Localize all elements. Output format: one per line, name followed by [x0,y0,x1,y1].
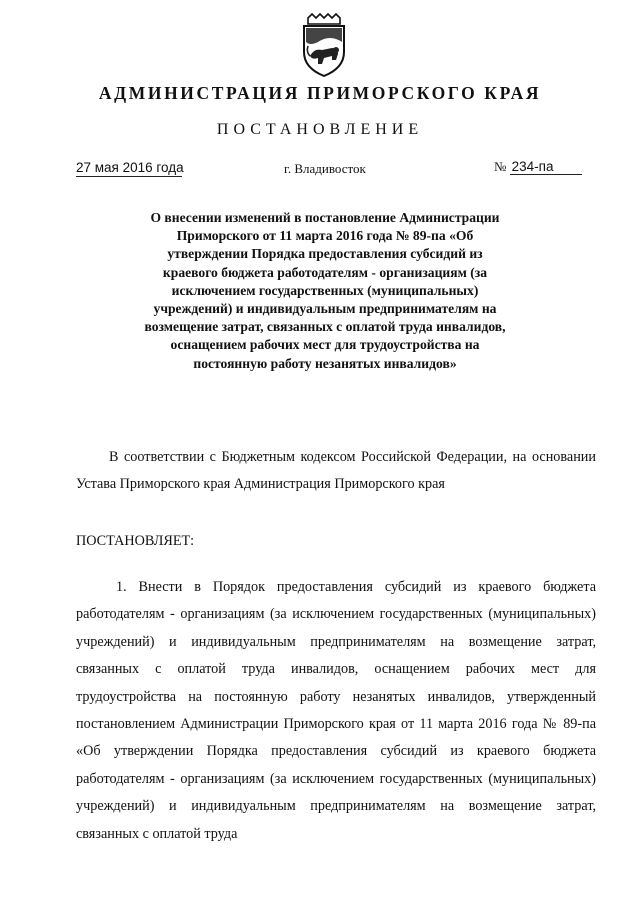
document-date: 27 мая 2016 года [76,160,184,175]
primorsky-coat-of-arms-icon [300,12,348,78]
item-1-paragraph: 1. Внести в Порядок предоставления субсидий из краевого бюджета работодателям - организациям (за исключением государственных (муниципальных) учреждений) и индивидуальным предпринимателям на возмещение затрат, связанных с оплатой труда инвалидов, оснащением рабочих мест для трудоустройства на постоянную работу незанятых инвалидов, утвержденный постановлением Администрации Приморского края от 11 марта 2016 года № 89-па «Об утверждении Порядка предоставления субсидий из краевого бюджета работодателям - организациям (за исключением государственных (муниципальных) учреждений) и индивидуальным предпринимателям на возмещение затрат, связанных с оплатой труда [76,579,596,842]
document-subject: О внесении изменений в постановление Администрации Приморского от 11 марта 2016 года № 89-па «Об утверждении Порядка предоставления субсидий из краевого бюджета работодателям - организациям (за исключением государственных (муниципальных) учреждений) и индивидуальным предпринимателям на возмещение затрат, связанных с оплатой труда инвалидов, оснащением рабочих мест для трудоустройства на постоянную работу незанятых инвалидов» [144,210,506,371]
number-value: 234-па [510,159,582,175]
document-number [494,159,582,175]
number-prefix: № [494,159,507,174]
document-type: ПОСТАНОВЛЕНИЕ [216,121,424,138]
resolves-heading: ПОСТАНОВЛЯЕТ: [76,533,195,549]
preamble-paragraph: В соответствии с Бюджетным кодексом Российской Федерации, на основании Устава Приморского края Администрация Приморского края [76,449,596,493]
document-city: г. Владивосток [284,161,366,176]
organization-title: АДМИНИСТРАЦИЯ ПРИМОРСКОГО КРАЯ [98,83,542,103]
